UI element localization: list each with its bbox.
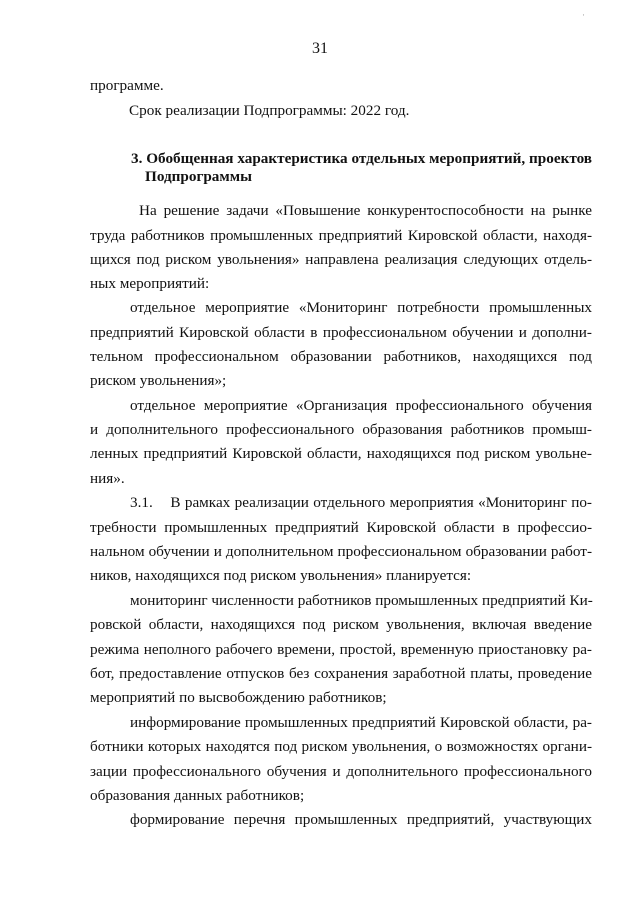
paragraph-line: отдельное мероприятие «Организация профессионального обучения bbox=[130, 397, 592, 414]
paragraph-line: образования данных работников; bbox=[90, 787, 305, 804]
section-heading-continuation: Подпрограммы bbox=[145, 168, 252, 185]
page-number: 31 bbox=[312, 40, 328, 57]
section-heading: 3. Обобщенная характеристика отдельных мероприятий, проектов bbox=[131, 150, 592, 167]
paragraph-line: информирование промышленных предприятий Кировской области, ра- bbox=[130, 714, 592, 731]
paragraph-line: ботники которых находятся под риском увольнения, о возможностях органи- bbox=[90, 738, 592, 755]
paragraph-line: формирование перечня промышленных предприятий, участвующих bbox=[130, 811, 592, 828]
paragraph-line: отдельное мероприятие «Мониторинг потребности промышленных bbox=[130, 299, 592, 316]
paragraph-line: бот, предоставление отпусков без сохранения заработной платы, проведение bbox=[90, 665, 592, 682]
text-line: программе. bbox=[90, 77, 164, 94]
scan-mark: · bbox=[582, 10, 585, 20]
paragraph-line: тельном профессиональном образовании работников, находящихся под bbox=[90, 348, 592, 365]
paragraph-line: мониторинг численности работников промышленных предприятий Ки- bbox=[130, 592, 593, 609]
paragraph-line: На решение задачи «Повышение конкурентоспособности на рынке bbox=[139, 202, 592, 219]
paragraph-line: ных мероприятий: bbox=[90, 275, 210, 292]
paragraph-line: режима неполного рабочего времени, простой, временную приостановку ра- bbox=[90, 641, 592, 658]
paragraph-line: мероприятий по высвобождению работников; bbox=[90, 689, 387, 706]
paragraph-line: предприятий Кировской области в профессиональном обучении и дополни- bbox=[90, 324, 592, 341]
paragraph-line: нальном обучении и дополнительном профессиональном образовании работ- bbox=[90, 543, 592, 560]
paragraph-line: зации профессионального обучения и дополнительного профессионального bbox=[90, 763, 592, 780]
paragraph-line: 3.1. В рамках реализации отдельного мероприятия «Мониторинг по- bbox=[130, 494, 592, 511]
paragraph-line: требности промышленных предприятий Кировской области в профессио- bbox=[90, 519, 592, 536]
paragraph-line: ния». bbox=[90, 470, 125, 487]
paragraph-line: щихся под риском увольнения» направлена реализация следующих отдель- bbox=[90, 251, 592, 268]
paragraph-line: ленных предприятий Кировской области, находящихся под риском увольне- bbox=[90, 445, 592, 462]
paragraph-line: риском увольнения»; bbox=[90, 372, 227, 389]
paragraph-line: ровской области, находящихся под риском увольнения, включая введение bbox=[90, 616, 592, 633]
text-line: Срок реализации Подпрограммы: 2022 год. bbox=[129, 102, 410, 119]
paragraph-line: труда работников промышленных предприятий Кировской области, находя- bbox=[90, 227, 592, 244]
paragraph-line: и дополнительного профессионального образования работников промыш- bbox=[90, 421, 592, 438]
paragraph-line: ников, находящихся под риском увольнения» планируется: bbox=[90, 567, 472, 584]
